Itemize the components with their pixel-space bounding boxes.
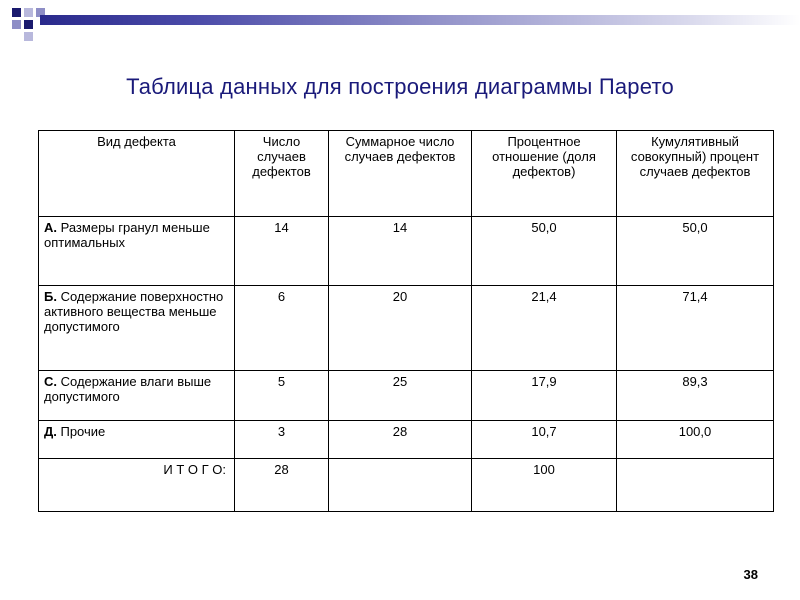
cumulative-percent-cell: 100,0 (617, 421, 774, 459)
header-percent: Процентное отношение (доля дефектов) (472, 131, 617, 217)
defect-name: Прочие (56, 424, 106, 439)
defect-count-cell: 14 (235, 217, 329, 286)
table-header-row (39, 131, 774, 217)
defect-name: Содержание поверхностно активного вещества меньше допустимого (44, 289, 224, 334)
decor-square (12, 8, 21, 17)
table-row (39, 421, 774, 459)
defect-count-cell: 5 (235, 371, 329, 421)
cumulative-count-cell: 25 (329, 371, 472, 421)
decor-square (24, 32, 33, 41)
defect-letter: Д. (44, 424, 57, 439)
decor-square (12, 20, 21, 29)
table-row (39, 286, 774, 371)
percent-cell: 17,9 (472, 371, 617, 421)
defect-name: Размеры гранул меньше оптимальных (44, 220, 210, 250)
header-cumulative-count: Суммарное число случаев дефектов (329, 131, 472, 217)
defect-name-cell (39, 421, 235, 459)
decor-square (24, 8, 33, 17)
total-count: 28 (235, 459, 329, 512)
total-cumulative-count (329, 459, 472, 512)
percent-cell: 10,7 (472, 421, 617, 459)
defect-name-cell (39, 217, 235, 286)
header-defect-count: Число случаев дефектов (235, 131, 329, 217)
header-gradient-bar (40, 15, 800, 25)
decor-square (24, 20, 33, 29)
defect-count-cell: 3 (235, 421, 329, 459)
page-number: 38 (743, 567, 758, 582)
percent-cell: 50,0 (472, 217, 617, 286)
defect-letter: Б. (44, 289, 57, 304)
total-cumulative-percent (617, 459, 774, 512)
header-cumulative-percent: Кумулятивный совокупный) процент случаев дефектов (617, 131, 774, 217)
cumulative-count-cell: 14 (329, 217, 472, 286)
defect-letter: А. (44, 220, 57, 235)
percent-cell: 21,4 (472, 286, 617, 371)
defect-count-cell: 6 (235, 286, 329, 371)
defect-letter: С. (44, 374, 57, 389)
defect-name-cell (39, 286, 235, 371)
cumulative-percent-cell: 50,0 (617, 217, 774, 286)
cumulative-percent-cell: 71,4 (617, 286, 774, 371)
total-percent: 100 (472, 459, 617, 512)
header-decoration (0, 0, 800, 50)
pareto-data-table (38, 130, 774, 512)
cumulative-count-cell: 28 (329, 421, 472, 459)
table-row (39, 217, 774, 286)
header-defect-type: Вид дефекта (39, 131, 235, 217)
table-total-row (39, 459, 774, 512)
table-row (39, 371, 774, 421)
cumulative-count-cell: 20 (329, 286, 472, 371)
total-label: И Т О Г О: (39, 459, 235, 512)
defect-name-cell (39, 371, 235, 421)
defect-name: Содержание влаги выше допустимого (44, 374, 212, 404)
slide-title: Таблица данных для построения диаграммы Парето (126, 74, 674, 99)
cumulative-percent-cell: 89,3 (617, 371, 774, 421)
